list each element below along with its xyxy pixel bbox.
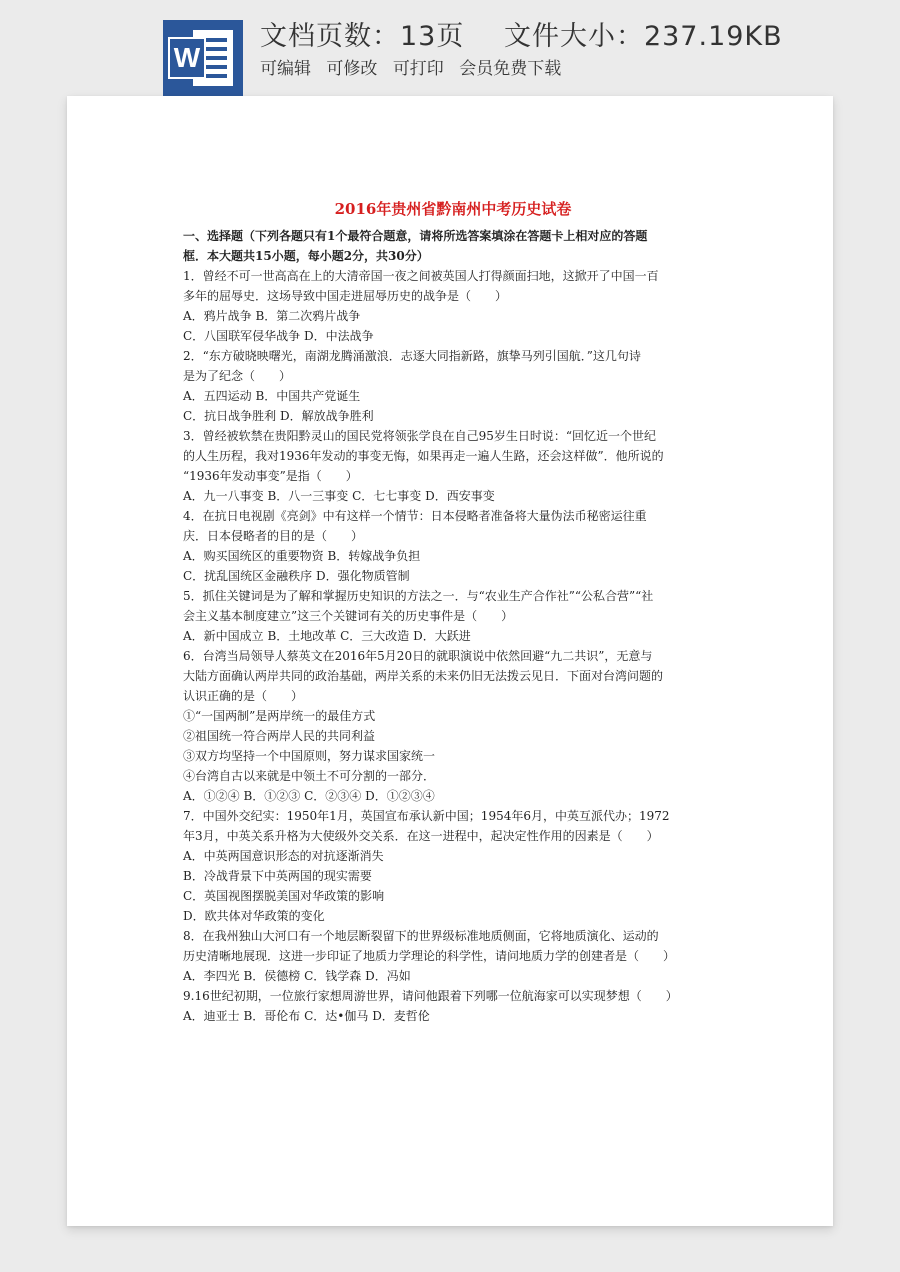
question-line: ④台湾自古以来就是中领土不可分割的一部分． (183, 769, 436, 783)
question-line: A．新中国成立 B．土地改革 C．三大改造 D．大跃进 (183, 629, 471, 643)
question-line: 2．“东方破晓映曙光，南湖龙腾涌激浪．志逐大同指新路，旗挚马列引国航．”这几句诗 (183, 349, 641, 363)
file-size: 文件大小：237.19KB (503, 21, 783, 52)
question-line: C．抗日战争胜利 D．解放战争胜利 (183, 409, 374, 423)
word-doc-icon (163, 20, 243, 96)
question-line: ②祖国统一符合两岸人民的共同利益 (183, 729, 376, 743)
question-line: ①“一国两制”是两岸统一的最佳方式 (183, 709, 376, 723)
section-heading-line: 框．本大题共15小题，每小题2分，共30分） (183, 249, 429, 263)
question-line: 7．中国外交纪实：1950年1月，英国宣布承认新中国；1954年6月，中英互派代办；1972 (183, 809, 670, 823)
question-line: “1936年发动事变”是指（ ） (183, 469, 358, 483)
question-line: A．中英两国意识形态的对抗逐渐消失 (183, 849, 384, 863)
feature-member-download: 会员免费下载 (459, 59, 562, 79)
question-line: C．八国联军侵华战争 D．中法战争 (183, 329, 374, 343)
question-line: A．迪亚士 B．哥伦布 C．达•伽马 D．麦哲伦 (183, 1009, 430, 1023)
question-line: 3．曾经被软禁在贵阳黔灵山的国民党将领张学良在自己95岁生日时说：“回忆近一个世纪 (183, 429, 657, 443)
question-line: A．五四运动 B．中国共产党诞生 (183, 389, 361, 403)
document-page (67, 96, 833, 1226)
question-line: C．扰乱国统区金融秩序 D．强化物质管制 (183, 569, 410, 583)
question-line: 的人生历程，我对1936年发动的事变无悔，如果再走一遍人生路，还会这样做”．他所说的 (183, 449, 664, 463)
question-line: 大陆方面确认两岸共同的政治基础，两岸关系的未来仍旧无法拨云见日．下面对台湾问题的 (183, 669, 664, 683)
question-line: A．①②④ B．①②③ C．②③④ D．①②③④ (183, 789, 435, 803)
question-line: A．购买国统区的重要物资 B．转嫁战争负担 (183, 549, 421, 563)
question-line: B．冷战背景下中英两国的现实需要 (183, 869, 372, 883)
question-line: 是为了纪念（ ） (183, 369, 292, 383)
question-line: A．鸦片战争 B．第二次鸦片战争 (183, 309, 361, 323)
question-line: C．英国视图摆脱美国对华政策的影响 (183, 889, 385, 903)
feature-printable: 可打印 (392, 59, 444, 79)
question-line: A．李四光 B．侯德榜 C．钱学森 D．冯如 (183, 969, 411, 983)
question-line: 认识正确的是（ ） (183, 689, 304, 703)
question-line: ③双方均坚持一个中国原则，努力谋求国家统一 (183, 749, 436, 763)
question-line: 5．抓住关键词是为了解和掌握历史知识的方法之一．与“农业生产合作社”“公私合营”“社 (183, 589, 654, 603)
download-header (0, 0, 900, 100)
question-line: D．欧共体对华政策的变化 (183, 909, 325, 923)
question-list (183, 266, 723, 1026)
question-line: 会主义基本制度建立”这三个关键词有关的历史事件是（ ） (183, 609, 514, 623)
document-title: 2016年贵州省黔南州中考历史试卷 (334, 200, 572, 218)
question-line: 多年的屈辱史．这场导致中国走进屈辱历史的战争是（ ） (183, 289, 508, 303)
question-line: 1．曾经不可一世高高在上的大清帝国一夜之间被英国人打得颜面扫地，这掀开了中国一百 (183, 269, 659, 283)
question-line: 历史清晰地展现．这进一步印证了地质力学理论的科学性，请问地质力学的创建者是（ ） (183, 949, 676, 963)
question-line: 庆．日本侵略者的目的是（ ） (183, 529, 364, 543)
question-line: 年3月，中英关系升格为大使级外交关系．在这一进程中，起决定性作用的因素是（ ） (183, 829, 659, 843)
question-line: 8．在我州独山大河口有一个地层断裂留下的世界级标准地质侧面，它将地质演化、运动的 (183, 929, 659, 943)
feature-editable: 可编辑 (260, 59, 311, 79)
question-line: A．九一八事变 B．八一三事变 C．七七事变 D．西安事变 (183, 489, 495, 503)
question-line: 6．台湾当局领导人蔡英文在2016年5月20日的就职演说中依然回避“九二共识”，无意与 (183, 649, 653, 663)
question-line: 9.16世纪初期，一位旅行家想周游世界，请问他跟着下列哪一位航海家可以实现梦想（ ） (183, 989, 678, 1003)
section-heading-line: 一、选择题（下列各题只有1个最符合题意，请将所选答案填涂在答题卡上相对应的答题 (183, 229, 648, 243)
page-count: 文档页数：13页 (260, 21, 465, 52)
question-line: 4．在抗日电视剧《亮剑》中有这样一个情节：日本侵略者准备将大量伪法币秘密运往重 (183, 509, 647, 523)
word-icon-letter: W (173, 42, 201, 73)
document-content (183, 196, 723, 1026)
feature-modifiable: 可修改 (326, 59, 378, 79)
doc-meta (260, 20, 880, 82)
